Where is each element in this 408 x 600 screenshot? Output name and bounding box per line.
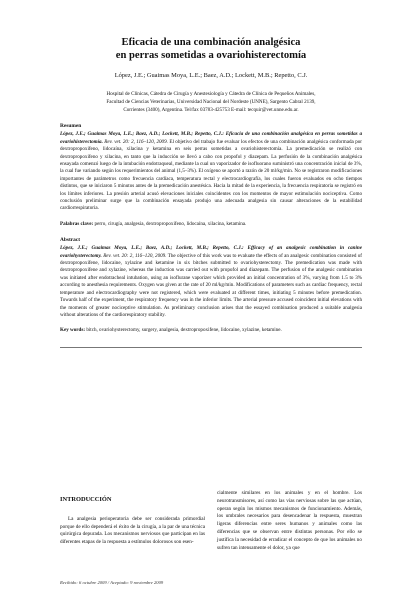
paper-title [60, 0, 362, 62]
author-list: López, J.E.; Guaimas Moya, L.E.; Baez, A.D.; Lockett, M.B.; Repetto, C.J. [114, 72, 308, 79]
affiliation-line-1: Hospital de Clínicas, Cátedra de Cirugía y Anestesiología y Cátedra de Clínica de Pequeños Animales, [106, 91, 316, 97]
body-columns [60, 490, 362, 552]
resumen-body-block [60, 131, 362, 212]
right-column [217, 490, 362, 552]
key-words [60, 327, 362, 334]
introduccion-heading: INTRODUCCIÓN [60, 496, 112, 503]
left-column [60, 490, 205, 552]
palabras-clave [60, 221, 362, 228]
key-words-label: Key words: [60, 327, 86, 334]
introduccion-left-text: La analgesia perioperatoria debe ser considerada primordial porque de ello dependerá el éxito de la cirugía, a la par de una técnica quirúrgica depurada. Los mecanismos nerviosos que participan en las diferentes etapas de la respuesta a estímulos dolorosos son esen- [60, 515, 205, 546]
introduccion-right-text: cialmente similares en los animales y en el hombre. Los neurotransmisores, así como las vías nerviosas sobre las que actúan, operan según los mismos mecanismos de funcionamiento. Además, los umbrales necesarios para desencadenar la respuesta, muestran ligeras diferencias entre seres humanos y animales como las diferencias que se observan entre distintas personas. Por ello se justifica la necesidad de erradicar el concepto de que los animales no sufren tan intensamente el dolor, ya que [217, 490, 362, 551]
resumen-text: El objetivo del trabajo fue evaluar los efectos de una combinación analgésica conformada por dextropropoxifeno, lidocaína, xilacina y ketamina en seis perras sometidas a ovariohisterectomía. La premedicación se realizó con dextropropoxifeno y xilacina, en tanto que la inducción se llevó a cabo con propofol y diazepam. La perfusión de la combinación analgésica ensayada comenzó luego de la intubación endotraqueal, mediante la cual un vaporizador de isofluorano suministró una concentración inicial de 3%, la cual fue variando según los requerimientos del animal (1,5–3%). El oxígeno se aportó a razón de 20 ml/kg/min. No se registraron modificaciones importantes de parámetros como frecuencia cardíaca, temperatura rectal y electrocardiografía, los cuales fueron evaluados en ocho tiempos distintos, que se iniciaron 5 minutos antes de la premedicación anestésica. Hacia la mitad de la experiencia, la frecuencia respiratoria se registró en los límites inferiores. La presión arterial acusó elevaciones iniciales coincidentes con los momentos de mayor estimulación nociceptiva. Como conclusión preliminar surge que la combinación ensayada produjo una adecuada analgesia sin causar alteraciones de la estabilidad cardiorrespiratoria. [60, 138, 362, 212]
title-line-2: en perras sometidas a ovariohisterectomía [115, 50, 307, 61]
resumen-citation: López, J.E.; Guaimas Moya, L.E.; Baez, A.D.; Lockett, M.B.; Repetto, C.J.: Eficacia de una combinación analgésica en perras sometidas a ovariohisterectomía. [60, 131, 362, 145]
abstract-source: Rev. vet. 20: 2, 116–120, 2009. [103, 252, 167, 259]
palabras-clave-label: Palabras clave: [60, 220, 94, 227]
palabras-clave-text: perro, cirugía, analgesia, dextropropoxifeno, lidocaína, xilacina, ketamina. [94, 220, 247, 227]
affiliation-line-3: Corrientes (3400), Argentina. Tel/fax 03783-425753 E-mail: tecquir@vet.unne.edu.ar. [123, 106, 299, 113]
abstract-body-block [60, 245, 362, 319]
abstract-citation: López, J.E.; Guaimas Moya, L.E.; Baez, A.D.; Lockett, M.B.; Repetto, C.J.: Efficacy of an analgesic combination in canine ovariohysterectomy. [60, 245, 362, 259]
section-divider [60, 347, 362, 348]
abstract-heading: Abstract [60, 237, 81, 244]
resumen-source: Rev. vet. 20: 2, 116–120, 2009. [104, 138, 168, 145]
affiliation [60, 91, 362, 114]
affiliation-line-2: Facultad de Ciencias Veterinarias, Universidad Nacional del Nordeste (UNNE), Sargento Cabral 2139, [106, 98, 316, 105]
abstract-text: The objective of this work was to evaluate the effects of an analgesic combination consisted of dextropropoxifene, lidocaine, xylazine and ketamine in six bitches submitted to ovariohysterectomy. The premedication was made with dextropropoxifene and xylazine, whereas the induction was carried out with propofol and diazepam. The perfusion of the analgesic combination was initiated after endotracheal intubation, using an isoflurane vaporizer which provided an initial concentration of 3%, varying from 1.5 to 3% according to anesthesia requirements. Oxygen was given at the rate of 20 ml/kg/min. Modifications of parameters such as cardiac frequency, rectal temperature and electrocardiography were not registered, which were evaluated at different times, initiating 5 minutes before premedication. Towards half of the experiment, the respiratory frequency was in the inferior limits. The arterial pressure accused coincident initial elevations with the moments of greater nociceptive stimulation. As preliminary conclusion arises that the essayed combination produced a suitable analgesia without alterations of the cardiorespiratory stability. [60, 252, 362, 318]
key-words-text: bitch, ovariohysterectomy, surgery, analgesia, dextropropoxifene, lidocaine, xylazine, ketamine. [86, 327, 282, 334]
resumen-heading: Resumen [60, 123, 82, 130]
received-accepted-dates: Recibido: 6 octubre 2009 / Aceptado: 9 noviembre 2009 [60, 580, 164, 585]
title-line-1: Eficacia de una combinación analgésica [121, 37, 301, 48]
